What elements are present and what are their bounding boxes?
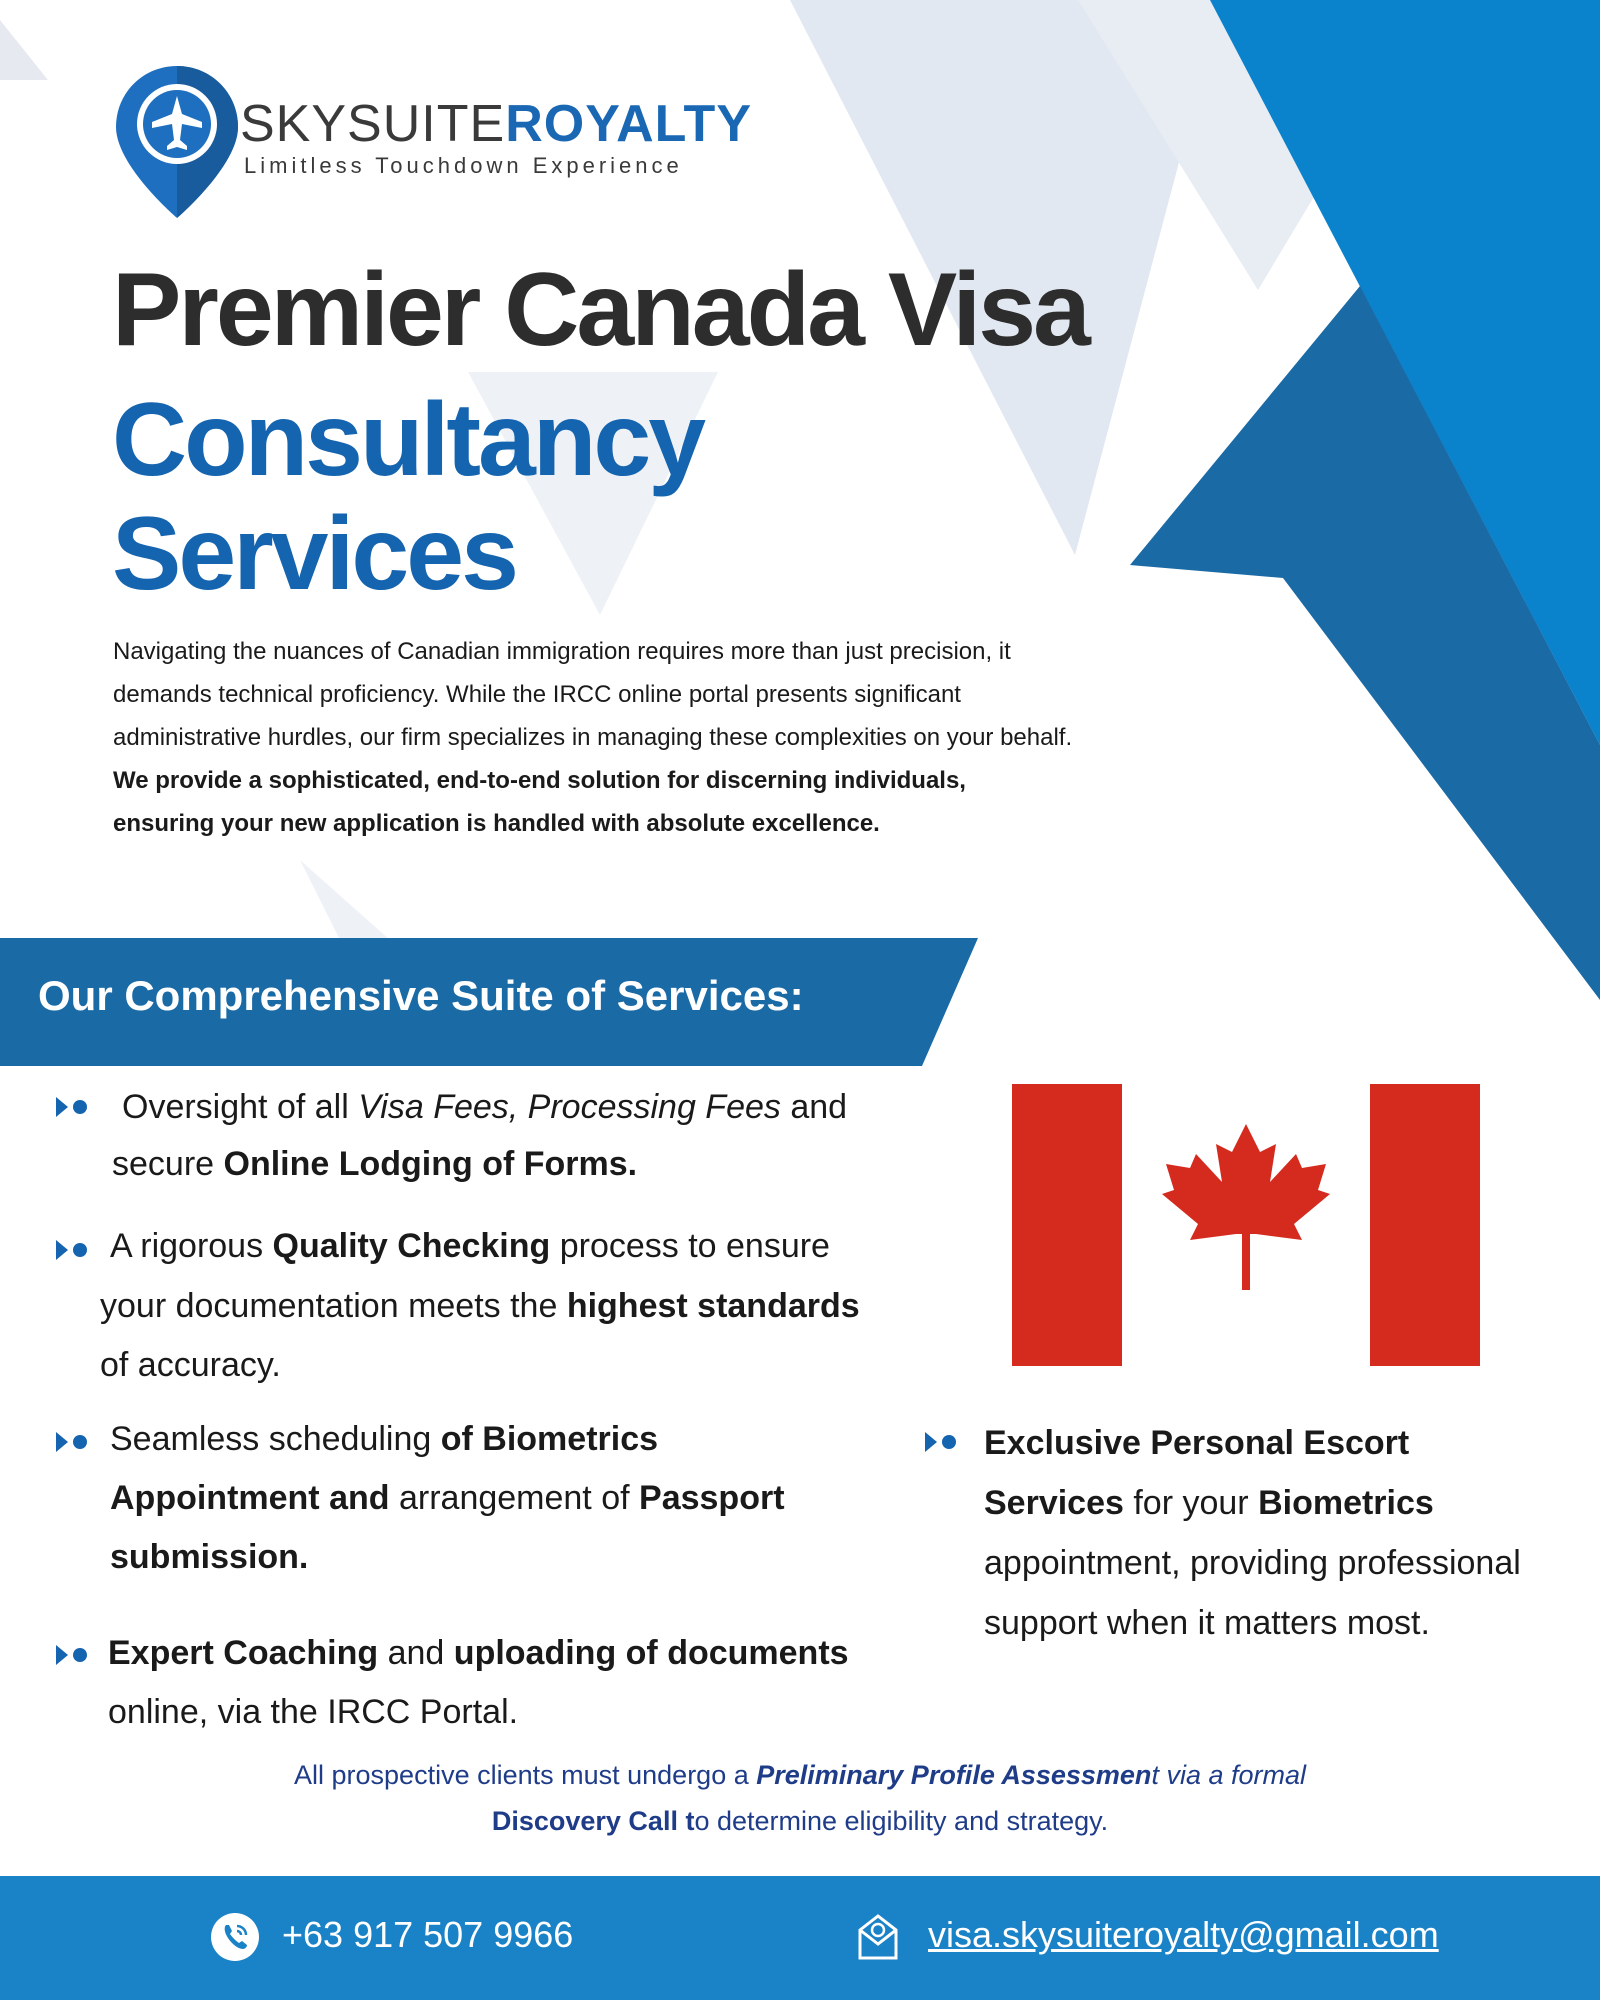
service-3-text-b: of Biometrics [440, 1420, 659, 1458]
note-text-e: o determine eligibility and strategy. [694, 1806, 1109, 1836]
service-4-text-a: Expert Coaching [108, 1634, 379, 1672]
service-1-text-d: secure [112, 1145, 224, 1183]
service-1-text-e: Online Lodging of Forms. [223, 1145, 638, 1183]
note-text-c: t via a formal [1151, 1760, 1306, 1790]
service-1-text-a: Oversight of all [122, 1088, 359, 1126]
service-item-5-line2 [984, 1474, 1434, 1533]
service-item-3-line3 [110, 1528, 308, 1587]
service-5-text-c: for your [1123, 1484, 1259, 1522]
bullet-arrow-icon [925, 1432, 959, 1452]
service-item-5 [984, 1414, 1409, 1473]
service-2-text-e: highest standards [566, 1287, 860, 1325]
page-title-line1: Premier Canada Visa [112, 252, 1088, 368]
service-2-text-b: Quality Checking [272, 1227, 551, 1265]
service-item-4-line2: online, via the IRCC Portal. [108, 1693, 519, 1731]
service-item-2 [110, 1217, 830, 1276]
page-title-line2: Consultancy [112, 382, 704, 498]
service-2-text-a: A rigorous [110, 1227, 273, 1265]
footer-phone[interactable]: +63 917 507 9966 [282, 1914, 574, 1955]
brand-tagline: Limitless Touchdown Experience [244, 153, 683, 178]
intro-paragraph [113, 630, 1073, 845]
service-item-5-line3: appointment, providing professional [984, 1544, 1521, 1582]
bullet-arrow-icon [56, 1097, 90, 1117]
bullet-arrow-icon [56, 1645, 90, 1665]
service-item-2-line2 [100, 1277, 860, 1336]
service-item-1-line2 [112, 1135, 637, 1194]
service-2-text-d: your documentation meets the [100, 1287, 567, 1325]
intro-regular-text: Navigating the nuances of Canadian immigration requires more than just precision, it demands technical proficiency. While the IRCC online portal presents significant administrative hurdles, our firm specializes in managing these complexities on your behalf. [113, 638, 1073, 751]
bullet-arrow-icon [56, 1240, 90, 1260]
canada-flag [1012, 1084, 1480, 1366]
note-text-d: Discovery Call t [491, 1806, 695, 1836]
airplane-pin-icon [112, 62, 242, 222]
email-icon [856, 1910, 900, 1962]
service-4-text-c: uploading of documents [453, 1634, 849, 1672]
service-1-text-b: Visa Fees, Processing Fees [358, 1088, 781, 1126]
note-text-b: Preliminary Profile Assessmen [756, 1760, 1152, 1790]
service-3-text-c: Appointment and [110, 1479, 390, 1517]
assessment-note [180, 1752, 1420, 1844]
service-3-text-f: submission. [110, 1538, 309, 1576]
service-2-text-c: process to ensure [550, 1227, 830, 1265]
service-item-4 [108, 1624, 849, 1683]
services-banner-title: Our Comprehensive Suite of Services: [38, 972, 804, 1019]
brand-name [240, 95, 753, 153]
service-5-text-a: Exclusive Personal Escort [984, 1424, 1410, 1462]
intro-bold-text: We provide a sophisticated, end-to-end solution for discerning individuals, ensuring your new application is handled with absolute excellence. [113, 767, 966, 837]
service-item-1 [122, 1078, 847, 1137]
phone-icon [210, 1912, 260, 1962]
service-3-text-a: Seamless scheduling [110, 1420, 441, 1458]
footer-email-link[interactable]: visa.skysuiteroyalty@gmail.com [928, 1914, 1439, 1955]
service-4-text-b: and [378, 1634, 454, 1672]
brand-name-part1: SKYSUITE [240, 95, 506, 153]
bullet-arrow-icon [56, 1432, 90, 1452]
note-text-a: All prospective clients must undergo a [294, 1760, 757, 1790]
service-item-3 [110, 1410, 658, 1469]
brand-name-part2: ROYALTY [505, 95, 753, 153]
service-item-2-line3: of accuracy. [100, 1346, 281, 1384]
page-title-line3: Services [112, 496, 516, 612]
service-item-3-line2 [110, 1469, 785, 1528]
service-5-text-d: Biometrics [1258, 1484, 1434, 1522]
service-item-5-line4: support when it matters most. [984, 1604, 1430, 1642]
service-3-text-e: Passport [639, 1479, 785, 1517]
service-5-text-b: Services [984, 1484, 1124, 1522]
service-3-text-d: arrangement of [389, 1479, 640, 1517]
service-1-text-c: and [780, 1088, 848, 1126]
